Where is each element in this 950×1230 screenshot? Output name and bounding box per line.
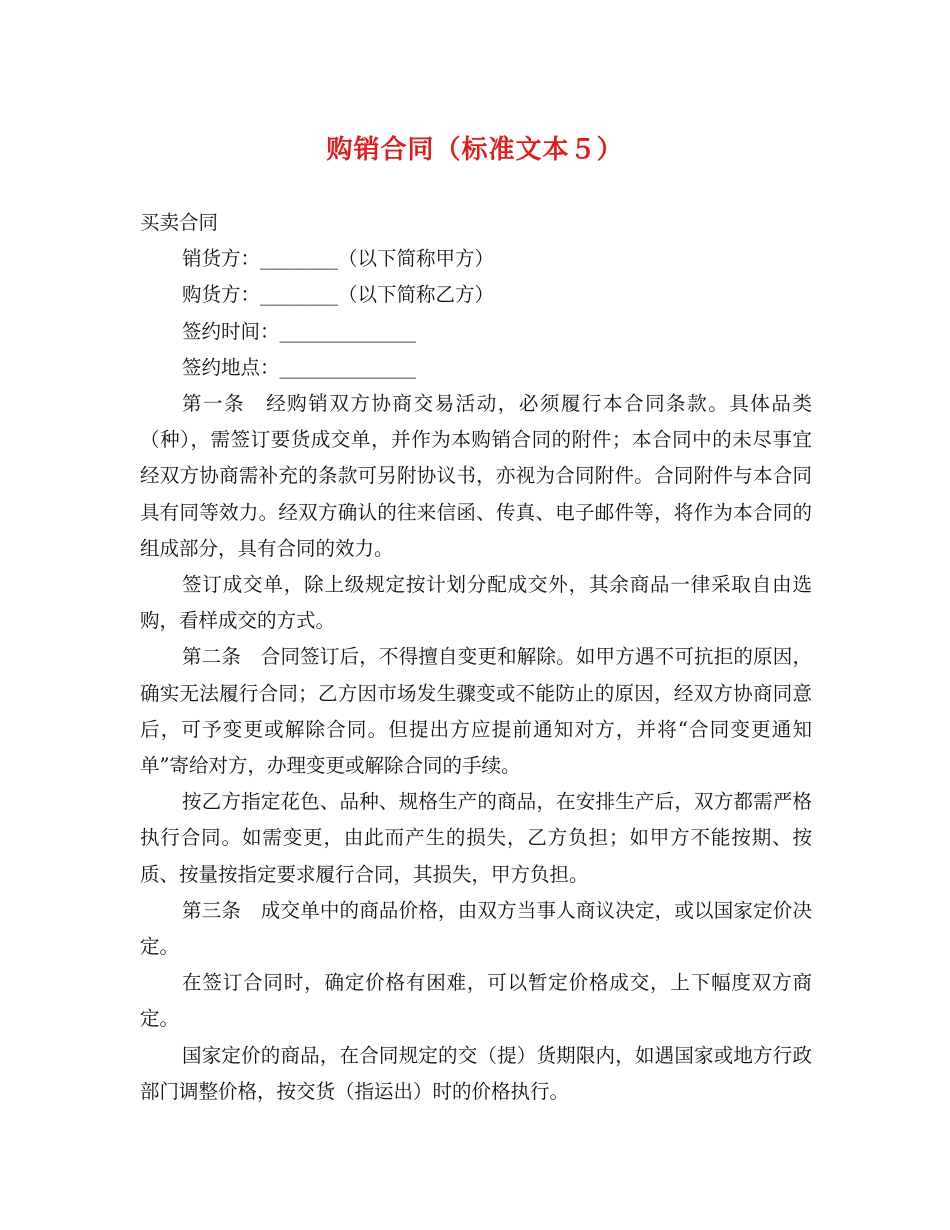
signing-place-field: 签约地点：______________ [182, 355, 417, 379]
seller-field: 销货方：________（以下简称甲方） [182, 247, 495, 271]
article-2-paragraph: 第二条 合同签订后，不得擅自变更和解除。如甲方遇不可抗拒的原因，确实无法履行合同；乙方因市场发生骤变或不能防止的原因，经双方协商同意后，可予变更或解除合同。但提出方应提前通知对方，并将“合同变更通知单”寄给对方，办理变更或解除合同的手续。 [140, 645, 812, 778]
buyer-field: 购货方：________（以下简称乙方） [182, 283, 495, 307]
state-price-paragraph: 国家定价的商品，在合同规定的交（提）货期限内，如遇国家或地方行政部门调整价格，按交货（指运出）时的价格执行。 [140, 1043, 812, 1103]
document-body [140, 205, 812, 1110]
article-1-paragraph: 第一条 经购销双方协商交易活动，必须履行本合同条款。具体品类（种），需签订要货成交单，并作为本购销合同的附件；本合同中的未尽事宜经双方协商需补充的条款可另附协议书，亦视为合同附件。合同附件与本合同具有同等效力。经双方确认的往来信函、传真、电子邮件等，将作为本合同的组成部分，具有合同的效力。 [140, 392, 812, 560]
article-3-paragraph: 第三条 成交单中的商品价格，由双方当事人商议决定，或以国家定价决定。 [140, 898, 812, 959]
document-title: 购销合同（标准文本５） [326, 135, 624, 165]
signing-time-field: 签约时间：______________ [182, 319, 417, 343]
contract-type-label: 买卖合同 [140, 211, 219, 234]
provisional-price-paragraph: 在签订合同时，确定价格有困难，可以暂定价格成交，上下幅度双方商定。 [140, 971, 812, 1031]
order-form-paragraph: 签订成交单，除上级规定按计划分配成交外，其余商品一律采取自由选购，看样成交的方式。 [140, 573, 812, 633]
custom-production-paragraph: 按乙方指定花色、品种、规格生产的商品，在安排生产后，双方都需严格执行合同。如需变更，由此而产生的损失，乙方负担；如甲方不能按期、按质、按量按指定要求履行合同，其损失，甲方负担。 [140, 790, 812, 886]
